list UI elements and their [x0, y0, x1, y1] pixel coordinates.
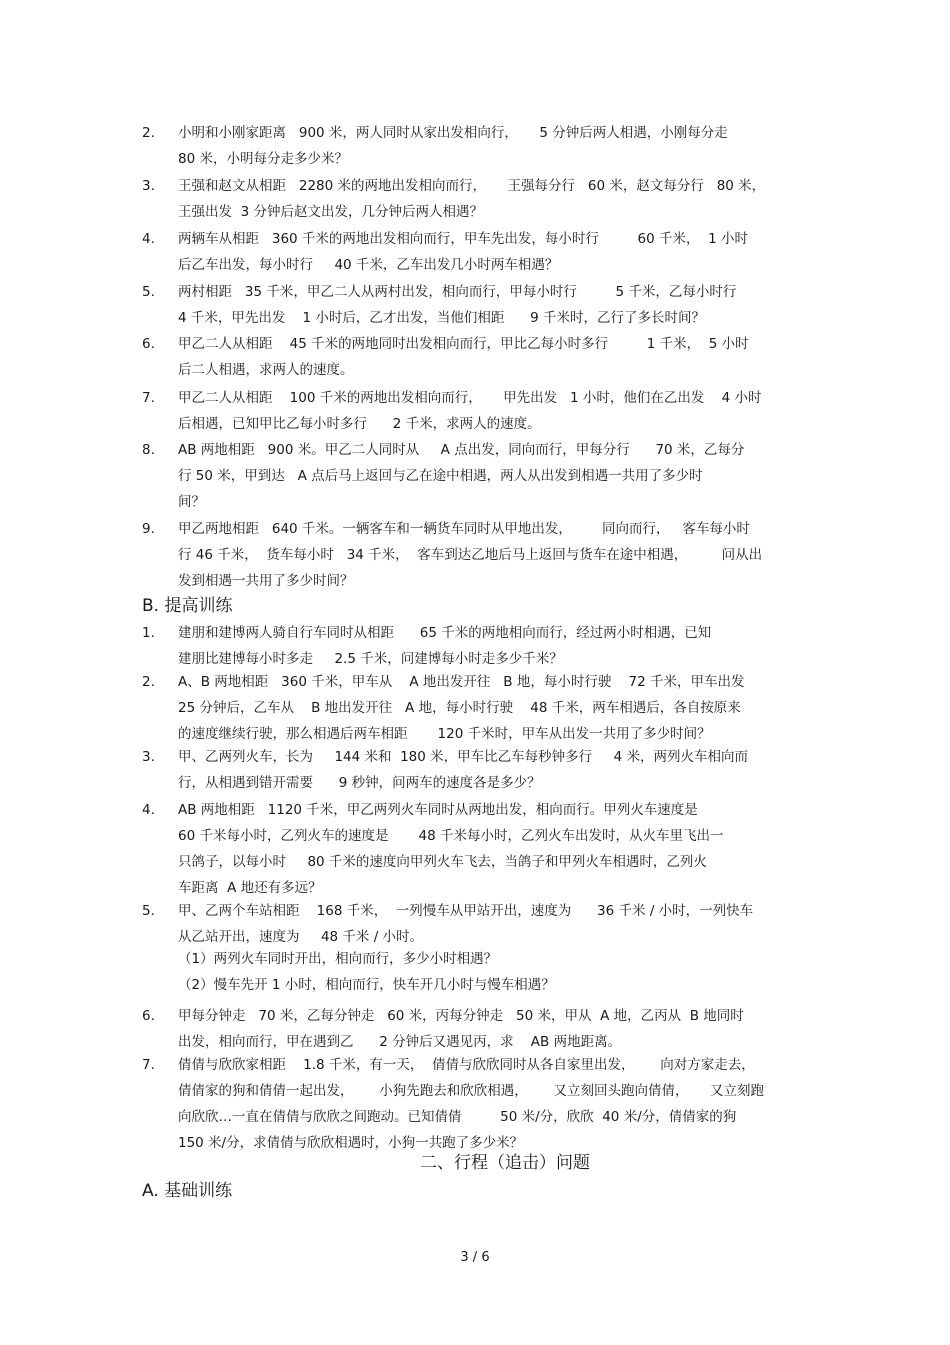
problem-text: AB 两地相距 900 米。甲乙二人同时从 A 点出发，同向而行，甲每分行 70 米，乙每分 行 50 米，甲到达 A 点后马上返回与乙在途中相遇，两人从出发到相遇一共用了多少时 间？	[178, 442, 745, 510]
problem-b-2	[142, 669, 810, 747]
problem-text: 王强和赵文从相距 2280 米的两地出发相向而行， 王强每分行 60 米，赵文每分行 80 米， 王强出发 3 分钟后赵文出发，几分钟后两人相遇？	[178, 178, 766, 220]
problem-number: 6.	[142, 336, 155, 352]
problem-number: 2.	[142, 674, 155, 690]
problem-text: AB 两地相距 1120 千米，甲乙两列火车同时从两地出发，相向而行。甲列火车速度是 60 千米每小时，乙列火车的速度是 48 千米每小时，乙列火车出发时，从火车里飞出一 只鸽子，以每小时 80 千米的速度向甲列火车飞去，当鸽子和甲列火车相遇时，乙列火 车距离 A 地还有多远？	[178, 802, 724, 896]
problem-number: 4.	[142, 802, 155, 818]
page-number: 3 / 6	[460, 1250, 490, 1265]
problem-b-5	[142, 898, 810, 950]
problem-number: 2.	[142, 125, 155, 141]
problem-number: 4.	[142, 231, 155, 247]
problem-text: A、B 两地相距 360 千米，甲车从 A 地出发开往 B 地，每小时行驶 72 千米，甲车出发 25 分钟后，乙车从 B 地出发开往 A 地，每小时行驶 48 千米，两车相遇后，各自按原来 的速度继续行驶，那么相遇后两车相距 120 千米时，甲车从出发一共用了多少时间？	[178, 674, 745, 742]
problem-a-3	[142, 173, 810, 225]
problem-number: 8.	[142, 442, 155, 458]
problem-text: 两村相距 35 千米，甲乙二人从两村出发，相向而行，甲每小时行 5 千米，乙每小时行 4 千米，甲先出发 1 小时后，乙才出发，当他们相距 9 千米时，乙行了多长时间？	[178, 284, 737, 326]
problem-number: 7.	[142, 390, 155, 406]
problem-text: 甲乙两地相距 640 千米。一辆客车和一辆货车同时从甲地出发， 同向而行， 客车每小时 行 46 千米， 货车每小时 34 千米， 客车到达乙地后马上返回与货车在途中相遇， 问从出 发到相遇一共用了多少时间？	[178, 521, 763, 589]
problem-text: 甲每分钟走 70 米，乙每分钟走 60 米，丙每分钟走 50 米，甲从 A 地，乙丙从 B 地同时 出发，相向而行，甲在遇到乙 2 分钟后又遇见丙，求 AB 两地距离。	[178, 1008, 744, 1050]
section-b-heading: B. 提高训练	[142, 596, 233, 616]
problem-text: 甲、乙两个车站相距 168 千米， 一列慢车从甲站开出，速度为 36 千米 / 小时，一列快车 从乙站开出，速度为 48 千米 / 小时。	[178, 903, 754, 945]
problem-b-7	[142, 1052, 810, 1156]
problem-number: 5.	[142, 284, 155, 300]
problem-b-3	[142, 744, 810, 796]
problem-a-4	[142, 226, 810, 278]
problem-b-5-sub-1: （1）两列火车同时开出，相向而行，多少小时相遇？	[178, 951, 498, 967]
problem-text: 甲乙二人从相距 100 千米的两地出发相向而行， 甲先出发 1 小时，他们在乙出发 4 小时 后相遇，已知甲比乙每小时多行 2 千米，求两人的速度。	[178, 390, 762, 432]
problem-number: 1.	[142, 625, 155, 641]
problem-b-1	[142, 620, 810, 672]
section-a2-heading: A. 基础训练	[142, 1181, 233, 1201]
problem-a-9	[142, 516, 810, 594]
problem-text: 甲、乙两列火车，长为 144 米和 180 米，甲车比乙车每秒钟多行 4 米，两列火车相向而 行，从相遇到错开需要 9 秒钟，问两车的速度各是多少？	[178, 749, 748, 791]
problem-a-7	[142, 385, 810, 437]
problem-number: 7.	[142, 1057, 155, 1073]
problem-a-5	[142, 279, 810, 331]
problem-number: 9.	[142, 521, 155, 537]
chapter-heading: 二、行程（追击）问题	[420, 1153, 590, 1173]
problem-a-6	[142, 331, 810, 383]
problem-a-8	[142, 437, 810, 515]
problem-b-5-sub-2: （2）慢车先开 1 小时，相向而行，快车开几小时与慢车相遇？	[178, 977, 555, 993]
problem-b-4	[142, 797, 810, 901]
problem-text: 建朋和建博两人骑自行车同时从相距 65 千米的两地相向而行，经过两小时相遇，已知 建朋比建博每小时多走 2.5 千米，问建博每小时走多少千米？	[178, 625, 712, 667]
problem-text: 两辆车从相距 360 千米的两地出发相向而行，甲车先出发，每小时行 60 千米， 1 小时 后乙车出发，每小时行 40 千米，乙车出发几小时两车相遇？	[178, 231, 748, 273]
problem-number: 3.	[142, 178, 155, 194]
problem-text: 倩倩与欣欣家相距 1.8 千米，有一天， 倩倩与欣欣同时从各自家里出发， 向对方家走去， 倩倩家的狗和倩倩一起出发， 小狗先跑去和欣欣相遇， 又立刻回头跑向倩倩， 又立刻跑 向欣欣…一直在倩倩与欣欣之间跑动。已知倩倩 50 米/分，欣欣 40 米/分，倩倩家的狗 150 米/分，求倩倩与欣欣相遇时，小狗一共跑了多少米？	[178, 1057, 764, 1151]
problem-text: 小明和小刚家距离 900 米，两人同时从家出发相向行， 5 分钟后两人相遇，小刚每分走 80 米，小明每分走多少米？	[178, 125, 728, 167]
problem-number: 6.	[142, 1008, 155, 1024]
problem-number: 3.	[142, 749, 155, 765]
problem-number: 5.	[142, 903, 155, 919]
problem-a-2	[142, 120, 810, 172]
problem-b-6	[142, 1003, 810, 1055]
problem-text: 甲乙二人从相距 45 千米的两地同时出发相向而行，甲比乙每小时多行 1 千米， 5 小时 后二人相遇，求两人的速度。	[178, 336, 749, 378]
